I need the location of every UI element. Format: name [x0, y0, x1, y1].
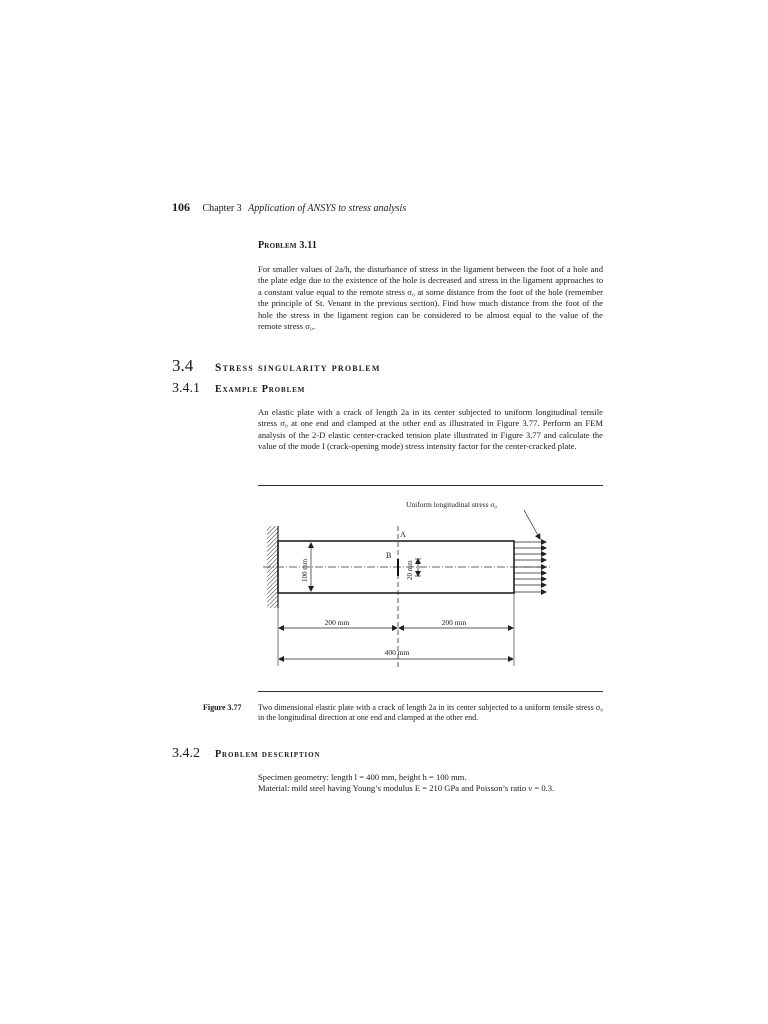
subsection-title-2: Problem description — [215, 749, 321, 760]
material-line: Material: mild steel having Young’s modulus E = 210 GPa and Poisson’s ratio ν = 0.3. — [258, 783, 555, 794]
left-span-label: 200 mm — [324, 618, 350, 627]
crack-dimension-label: 20 mm — [406, 560, 414, 580]
running-header — [172, 200, 406, 215]
figure-bottom-rule — [258, 691, 603, 692]
figure-top-rule — [258, 485, 603, 486]
stress-label: Uniform longitudinal stress σ₀ — [406, 500, 498, 509]
total-span-label: 400 mm — [384, 648, 410, 657]
problem-description — [258, 772, 603, 795]
right-span-label: 200 mm — [441, 618, 467, 627]
specimen-geometry-line: Specimen geometry: length l = 400 mm, height h = 100 mm. — [258, 772, 467, 782]
figure-caption-text: Two dimensional elastic plate with a crack of length 2a in its center subjected to a uniform tensile stress σ₀ in the longitudinal direction at one end and clamped at the other end. — [258, 703, 603, 722]
problem-title: Problem 3.11 — [258, 240, 318, 251]
point-a-label: A — [400, 530, 406, 539]
plate-figure — [258, 488, 603, 688]
section-heading — [172, 356, 381, 376]
stress-arrows — [514, 542, 546, 592]
subsection-heading — [172, 381, 305, 397]
subsection-number: 3.4.1 — [172, 381, 200, 396]
section-title: Stress singularity problem — [215, 362, 381, 374]
figure-caption-label: Figure 3.77 — [203, 703, 242, 712]
point-b-label: B — [386, 551, 392, 560]
subsection-title: Example Problem — [215, 384, 306, 395]
subsection-number-2: 3.4.2 — [172, 746, 200, 761]
problem-text: For smaller values of 2a/h, the disturbance of stress in the ligament between the foot of a hole and the plate edge due to the existence of the hole is decreased and stress in the ligament approaches to a constant value equal to the remote stress σ₀ at some distance from the foot of the hole (remember the principle of St. Venant in the previous section). Find how much distance from the foot of the hole the stress in the ligament region can be considered to be almost equal to the value of the remote stress σ₀. — [258, 264, 603, 332]
height-dimension-label: 100 mm — [301, 558, 309, 582]
chapter-title: Application of ANSYS to stress analysis — [248, 203, 407, 214]
stress-leader — [524, 510, 540, 539]
subsection-heading-2 — [172, 746, 320, 762]
page-number: 106 — [172, 200, 190, 214]
chapter-label: Chapter 3 — [202, 203, 242, 214]
example-problem-text: An elastic plate with a crack of length 2a in its center subjected to uniform longitudinal tensile stress σ₀ at one end and clamped at the other end as illustrated in Figure 3.77. Perform an FEM analysis of the 2-D elastic center-cracked tension plate illustrated in Figure 3.77 and calculate the value of the mode I (crack-opening mode) stress intensity factor for the center-cracked plate. — [258, 407, 603, 452]
section-number: 3.4 — [172, 356, 194, 375]
